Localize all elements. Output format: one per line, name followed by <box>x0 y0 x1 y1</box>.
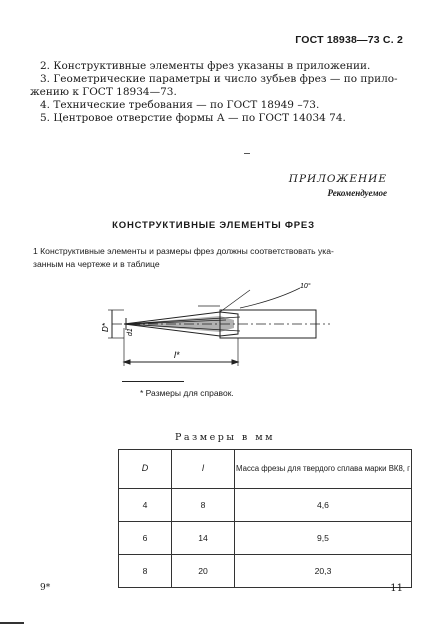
section-title: КОНСТРУКТИВНЫЕ ЭЛЕМЕНТЫ ФРЕЗ <box>112 220 315 231</box>
cell-D: 8 <box>119 555 172 588</box>
footnote: * Размеры для справок. <box>140 388 234 398</box>
angle-label: 10° <box>300 283 311 290</box>
cell-l: 20 <box>172 555 235 588</box>
cell-D: 6 <box>119 522 172 555</box>
appendix-subtitle: Рекомендуемое <box>327 188 387 198</box>
header-mass: Масса фрезы для твердого сплава марки ВК8, г <box>235 450 412 489</box>
dimensions-table <box>118 449 412 588</box>
paragraph-4: 4. Технические требования — по ГОСТ 18949 –73. <box>40 99 320 111</box>
cell-l: 14 <box>172 522 235 555</box>
page-edge-mark <box>0 622 24 624</box>
paragraph-5: 5. Центровое отверстие формы А — по ГОСТ 14034 74. <box>40 112 346 124</box>
header-D: D <box>119 450 172 489</box>
paragraph-3-line-1: 3. Геометрические параметры и число зубьев фрез — по прило- <box>40 73 398 85</box>
table-header-row <box>119 450 412 489</box>
document-header: ГОСТ 18938—73 С. 2 <box>295 34 403 46</box>
cell-mass: 9,5 <box>235 522 412 555</box>
body-text <box>33 245 403 270</box>
page-left-mark: 9* <box>40 583 51 593</box>
cutter-drawing <box>100 280 340 380</box>
body-line-1: 1 Конструктивные элементы и размеры фрез должны соответствовать ука- <box>33 246 334 256</box>
header-l: l <box>172 450 235 489</box>
inner-diameter-label: d1 <box>127 328 134 336</box>
cell-D: 4 <box>119 489 172 522</box>
cell-mass: 4,6 <box>235 489 412 522</box>
table-title: Размеры в мм <box>175 432 276 443</box>
paragraph-2: 2. Конструктивные элементы фрез указаны в приложении. <box>40 60 371 72</box>
cell-l: 8 <box>172 489 235 522</box>
diameter-label: D* <box>101 323 110 332</box>
table-row <box>119 522 412 555</box>
page-number: 11 <box>390 583 403 594</box>
cone-shading <box>124 316 234 332</box>
footnote-rule <box>122 381 184 382</box>
paragraph-3-line-2: жению к ГОСТ 18934—73. <box>30 86 177 98</box>
length-label: l* <box>174 350 180 360</box>
cell-mass: 20,3 <box>235 555 412 588</box>
body-line-2: занным на чертеже и в таблице <box>33 258 160 269</box>
table-row <box>119 555 412 588</box>
separator-mark <box>244 153 250 154</box>
appendix-title: ПРИЛОЖЕНИЕ <box>288 173 387 185</box>
table-row <box>119 489 412 522</box>
